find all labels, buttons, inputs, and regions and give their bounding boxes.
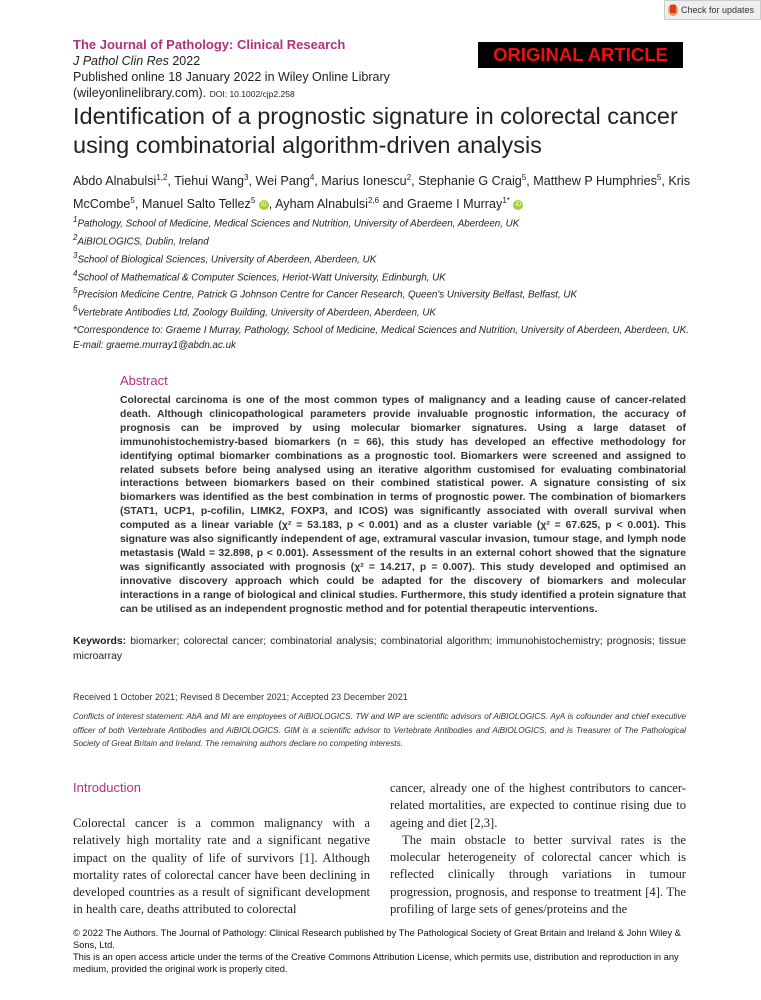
keywords-list: biomarker; colorectal cancer; combinatorial analysis; combinatorial algorithm; immunohistochemistry; prognosis; tissue microarray — [73, 636, 687, 662]
copyright-line: © 2022 The Authors. The Journal of Pathology: Clinical Research published by The Pathological Society of Great Britain and Ireland & John Wiley & Sons, Ltd. — [73, 928, 681, 950]
author-affiliation-mark: 1,2 — [156, 173, 168, 182]
intro-paragraph-1-part-2: cancer, already one of the highest contributors to cancer-related mortalities, are expected to continue rising due to ageing and diet [2,3]. — [390, 781, 686, 830]
body-column-left — [73, 815, 370, 919]
author-list: Abdo Alnabulsi$^{1,2}$, Tiehui Wang$^3$, Wei Pang$^4$, Marius Ionescu$^2$, Stephanie G Craig$^5$, Matthew P Humphries$^5$, Kris McCombe$^5$, Manuel Salto Tellez$^5$ iD , Ayham Alnabulsi$^{2,6}$ and Graeme I Murray$^{1*}$ iD — [73, 173, 691, 212]
author-affiliation-mark: 1* — [502, 196, 510, 206]
check-for-updates-button[interactable] — [664, 0, 761, 20]
affiliation-number: 6 — [73, 304, 78, 314]
journal-name: The Journal of Pathology: Clinical Research — [73, 37, 346, 52]
check-updates-label: Check for updates — [681, 5, 755, 15]
correspondence-email[interactable]: E-mail: graeme.murray1@abdn.ac.uk — [73, 340, 236, 351]
affiliation-text: School of Biological Sciences, University of Aberdeen, Aberdeen, UK — [77, 253, 377, 265]
author-affiliation-mark: 2 — [406, 173, 412, 182]
affiliation-item — [73, 249, 577, 267]
license-footer — [73, 927, 693, 975]
introduction-heading: Introduction — [73, 780, 141, 795]
conflicts-statement: Conflicts of interest statement: AbA and MI are employees of AiBIOLOGICS. TW and WP are scientific advisors of AiBIOLOGICS. AyA is cofounder and chief executive officer of both Vertebrate Antibodies and AiBIOLOGICS. GIM is a scientific advisor to Vertebrate Antibodies and AiBIOLOGICS, and is Treasurer of The Pathological Society of Great Britain and Ireland. The remaining authors declare no competing interests. — [73, 712, 686, 748]
article-title: Identification of a prognostic signature in colorectal cancer using combinatorial algorithm-driven analysis — [73, 103, 678, 158]
author-affiliation-mark: 5 — [250, 196, 256, 206]
correspondence — [73, 323, 689, 353]
author-name: Graeme I Murray — [407, 197, 503, 212]
affiliation-item — [73, 302, 577, 320]
affiliation-item — [73, 267, 577, 285]
author-affiliation-mark: 5 — [130, 196, 135, 206]
intro-paragraph-1-part-1: Colorectal cancer is a common malignancy with a relatively high mortality rate and a significant negative impact on the quality of life of survivors [1]. Although mortality rates of colorectal cancer have been declining in developed countries as a result of significant development in health care, deaths attributed to colorectal — [73, 816, 370, 917]
author-affiliation-mark: 3 — [244, 173, 249, 182]
author-affiliation-mark: 5 — [521, 173, 527, 182]
abstract-heading: Abstract — [120, 373, 168, 388]
article-type-badge: ORIGINAL ARTICLE — [478, 42, 683, 68]
body-column-right — [390, 780, 686, 918]
affiliation-number: 4 — [73, 268, 78, 278]
affiliation-number: 3 — [73, 250, 78, 260]
author-affiliation-mark: 4 — [309, 173, 315, 182]
received-dates: Received 1 October 2021; Revised 8 December 2021; Accepted 23 December 2021 — [73, 692, 408, 702]
author-name: Stephanie G Craig — [418, 174, 522, 189]
orcid-icon[interactable]: iD — [513, 200, 523, 210]
author-name: Matthew P Humphries — [533, 174, 657, 189]
intro-paragraph-2: The main obstacle to better survival rates is the molecular heterogeneity of colorectal cancer which is reflected clinically through variations in tumour progression, prognosis, and response to treatment [4]. The profiling of large sets of genes/proteins and the — [390, 832, 686, 917]
keywords-label: Keywords: — [73, 636, 127, 647]
published-line: Published online 18 January 2022 in Wiley Online Library — [73, 70, 390, 84]
affiliation-text: AiBIOLOGICS, Dublin, Ireland — [77, 236, 209, 248]
keywords — [73, 634, 686, 664]
orcid-icon[interactable]: iD — [259, 200, 269, 210]
author-affiliation-mark: 2,6 — [367, 196, 380, 206]
affiliations — [73, 213, 577, 320]
author-name: Kris McCombe — [73, 174, 691, 212]
author-name: Ayham Alnabulsi — [275, 197, 368, 212]
affiliation-item — [73, 213, 577, 231]
license-line: This is an open access article under the terms of the Creative Commons Attribution License, which permits use, distribution and reproduction in any medium, provided the original work is properly cited. — [73, 952, 679, 974]
journal-meta — [73, 53, 390, 102]
author-name: Tiehui Wang — [174, 174, 244, 189]
crossmark-icon — [668, 4, 678, 16]
affiliation-number: 2 — [73, 232, 78, 242]
correspondence-text: *Correspondence to: Graeme I Murray, Pathology, School of Medicine, Medical Sciences and Nutrition, University of Aberdeen, Aberdeen, UK. — [73, 325, 689, 336]
author-name: Manuel Salto Tellez — [141, 197, 251, 212]
author-affiliation-mark: 5 — [656, 173, 662, 182]
affiliation-item — [73, 284, 577, 302]
doi[interactable]: DOI: 10.1002/cjp2.258 — [209, 89, 295, 99]
site-link[interactable]: (wileyonlinelibrary.com). — [73, 86, 207, 100]
author-name: Abdo Alnabulsi — [73, 174, 157, 189]
affiliation-number: 5 — [73, 286, 78, 296]
affiliation-number: 1 — [73, 215, 78, 224]
journal-abbrev: J Pathol Clin Res — [73, 54, 169, 68]
affiliation-text: Precision Medicine Centre, Patrick G Johnson Centre for Cancer Research, Queen's University Belfast, Belfast, UK — [77, 289, 577, 301]
affiliation-text: School of Mathematical & Computer Sciences, Heriot-Watt University, Edinburgh, UK — [77, 271, 446, 283]
journal-year: 2022 — [172, 54, 201, 68]
affiliation-item — [73, 231, 577, 249]
author-name: Marius Ionescu — [321, 174, 407, 189]
abstract-text: Colorectal carcinoma is one of the most common types of malignancy and a leading cause of cancer-related death. Although clinicopathological parameters provide invaluable prognostic information, the accuracy of prognosis can be improved by using molecular biomarker signatures. Using a large dataset of immunohistochemistry-based biomarkers (n = 66), this study has developed an effective methodology for identifying optimal biomarker combinations as a prognostic tool. Biomarkers were screened and assigned to related subsets before being analysed using an iterative algorithm customised for evaluating combinatorial interactions between biomarkers based on their combined statistical power. A signature consisting of six biomarkers was identified as the best combination in terms of prognostic power. The combination of biomarkers (STAT1, UCP1, p-cofilin, LIMK2, FOXP3, and ICOS) was significantly associated with overall survival when computed as a linear variable (χ² = 53.183, p < 0.001) and as a cluster variable (χ² = 67.625, p < 0.001). This signature was also significantly independent of age, extramural vascular invasion, tumour stage, and lymph node metastasis (Wald = 32.898, p < 0.001). Assessment of the results in an external cohort showed that the signature was significantly associated with prognosis (χ² = 14.217, p = 0.007). This study developed and optimised an innovative discovery approach which could be adapted for the discovery of biomarkers and molecular interactions in a range of biological and clinical studies. Furthermore, this study identified a protein signature that can be utilised as an independent prognostic method and for potential therapeutic interventions. — [120, 395, 686, 615]
author-name: Wei Pang — [255, 174, 310, 189]
affiliation-text: Vertebrate Antibodies Ltd, Zoology Building, University of Aberdeen, Aberdeen, UK — [77, 307, 436, 319]
affiliation-text: Pathology, School of Medicine, Medical Sciences and Nutrition, University of Aberdeen, Aberdeen, UK — [77, 218, 520, 230]
